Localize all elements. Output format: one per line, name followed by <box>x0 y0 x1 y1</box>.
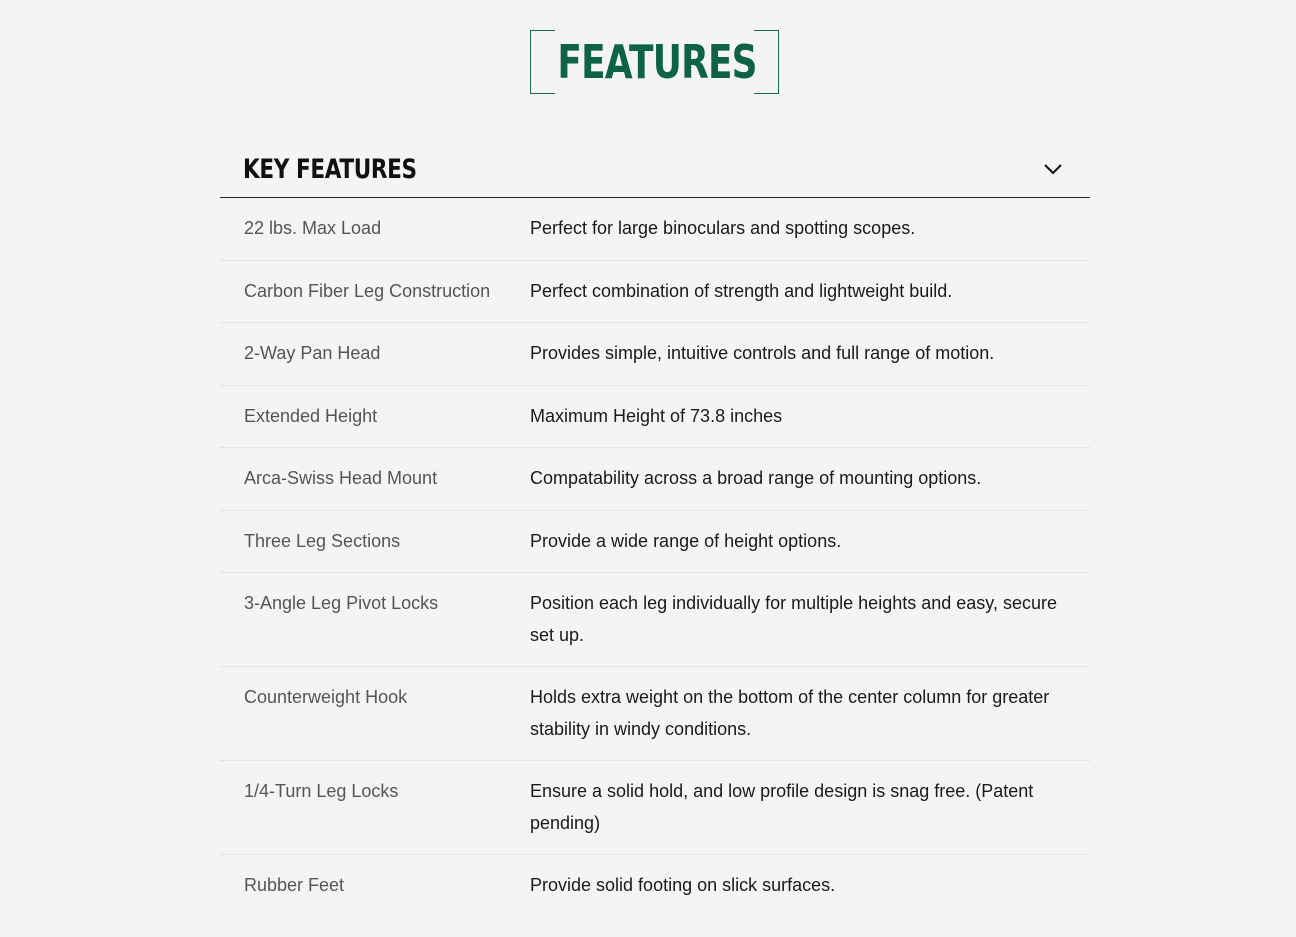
table-row <box>220 323 1090 386</box>
key-features-accordion <box>220 140 1090 917</box>
section-title: FEATURES <box>557 35 757 89</box>
table-row <box>220 510 1090 573</box>
feature-description: Perfect for large binoculars and spotting scopes. <box>530 218 916 238</box>
feature-description: Position each leg individually for multiple heights and easy, secure set up. <box>530 593 1057 645</box>
feature-name: Counterweight Hook <box>244 687 408 707</box>
feature-description: Provides simple, intuitive controls and full range of motion. <box>530 343 995 363</box>
feature-name: Extended Height <box>244 405 378 426</box>
feature-description: Perfect combination of strength and lightweight build. <box>530 280 953 301</box>
feature-name: Three Leg Sections <box>244 530 401 551</box>
feature-name: 3-Angle Leg Pivot Locks <box>244 593 439 613</box>
feature-name: 22 lbs. Max Load <box>244 218 382 238</box>
feature-description: Compatability across a broad range of mounting options. <box>530 468 982 488</box>
table-row <box>220 198 1090 260</box>
right-bracket-decoration <box>754 30 779 94</box>
features-heading <box>530 30 779 94</box>
accordion-header[interactable] <box>220 140 1090 198</box>
feature-name: 1/4-Turn Leg Locks <box>244 781 399 801</box>
table-row <box>220 667 1090 761</box>
feature-description: Provide a wide range of height options. <box>530 530 842 551</box>
chevron-down-icon[interactable] <box>1042 158 1064 180</box>
feature-description: Maximum Height of 73.8 inches <box>530 405 783 426</box>
feature-name: Arca-Swiss Head Mount <box>244 468 438 488</box>
table-row <box>220 260 1090 323</box>
feature-name: Rubber Feet <box>244 875 345 895</box>
feature-name: Carbon Fiber Leg Construction <box>244 280 491 301</box>
accordion-title: KEY FEATURES <box>243 154 417 185</box>
table-row <box>220 448 1090 511</box>
feature-description: Holds extra weight on the bottom of the center column for greater stability in windy conditions. <box>530 687 1050 739</box>
feature-table <box>220 198 1090 917</box>
feature-name: 2-Way Pan Head <box>244 343 381 363</box>
feature-description: Ensure a solid hold, and low profile design is snag free. (Patent pending) <box>530 781 1034 833</box>
table-row <box>220 385 1090 448</box>
table-row <box>220 761 1090 855</box>
table-row <box>220 855 1090 917</box>
left-bracket-decoration <box>530 30 555 94</box>
feature-description: Provide solid footing on slick surfaces. <box>530 875 836 895</box>
table-row <box>220 573 1090 667</box>
